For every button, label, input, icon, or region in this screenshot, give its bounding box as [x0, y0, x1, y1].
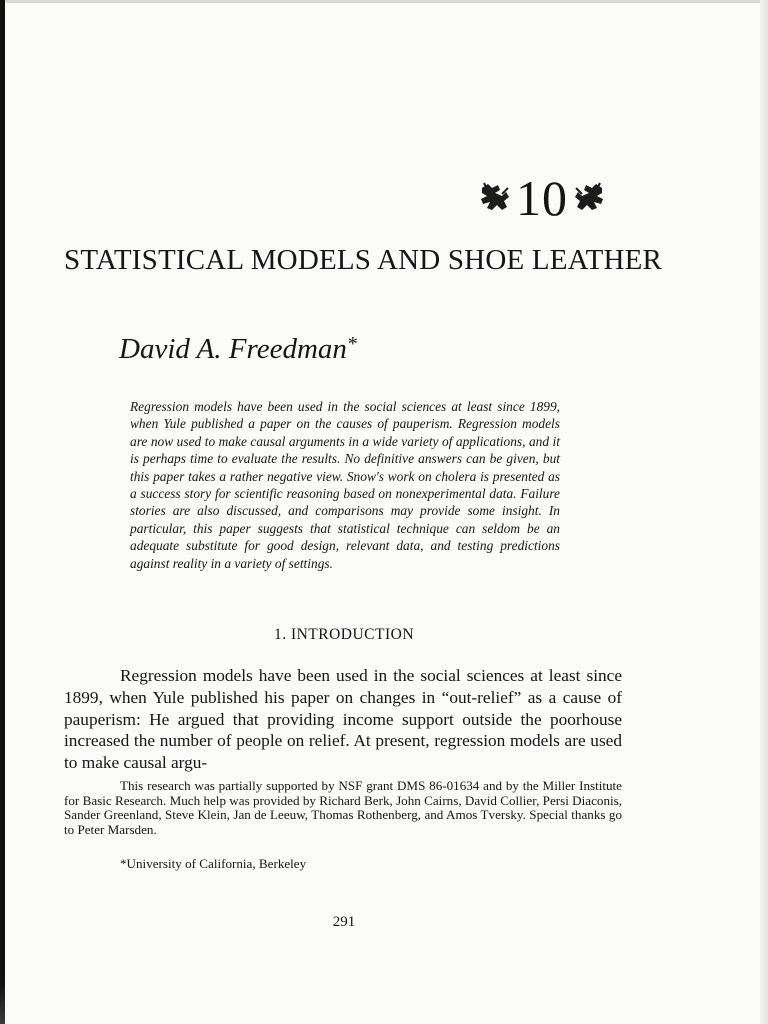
body-paragraph: Regression models have been used in the social sciences at least since 1899, when Yule published his paper on changes in “out-relief” as a cause of pauperism: He argued that providing income support outside the poorhouse increased the number of people on relief. At present, regression models are used to make causal argu-: [64, 666, 622, 773]
funding-footnote: This research was partially supported by NSF grant DMS 86-01634 and by the Miller Institute for Basic Research. Much help was provided by Richard Berk, John Cairns, David Collier, Persi Diaconis, Sander Greenland, Steve Klein, Jan de Leeuw, Thomas Rothenberg, and Amos Tversky. Special thanks go to Peter Marsden.: [64, 778, 622, 838]
author-name: David A. Freedman: [119, 333, 347, 365]
page-number: 291: [332, 914, 356, 930]
chapter-number-block: [478, 168, 606, 228]
affiliation-footnote: *University of California, Berkeley: [120, 856, 307, 871]
scan-binding-edge: [0, 0, 5, 1024]
page-top-edge: [0, 0, 768, 3]
section-heading: 1. INTRODUCTION: [273, 626, 415, 643]
dragon-ornament-icon: [572, 182, 606, 214]
author-byline: [119, 326, 357, 367]
chapter-title: STATISTICAL MODELS AND SHOE LEATHER: [64, 244, 663, 276]
page-right-edge: [760, 0, 768, 1024]
dragon-ornament-icon: [478, 182, 512, 214]
chapter-number: 10: [516, 170, 568, 226]
abstract: Regression models have been used in the social sciences at least since 1899, when Yule published a paper on the causes of pauperism. Regression models are now used to make causal arguments in a wide variety of applications, and it is perhaps time to evaluate the results. No definitive answers can be given, but this paper takes a rather negative view. Snow's work on cholera is presented as a success story for scientific reasoning based on nonexperimental data. Failure stories are also discussed, and comparisons may provide some insight. In particular, this paper suggests that statistical technique can seldom be an adequate substitute for good design, relevant data, and testing predictions against reality in a variety of settings.: [130, 399, 560, 571]
author-footnote-mark: *: [346, 333, 357, 355]
